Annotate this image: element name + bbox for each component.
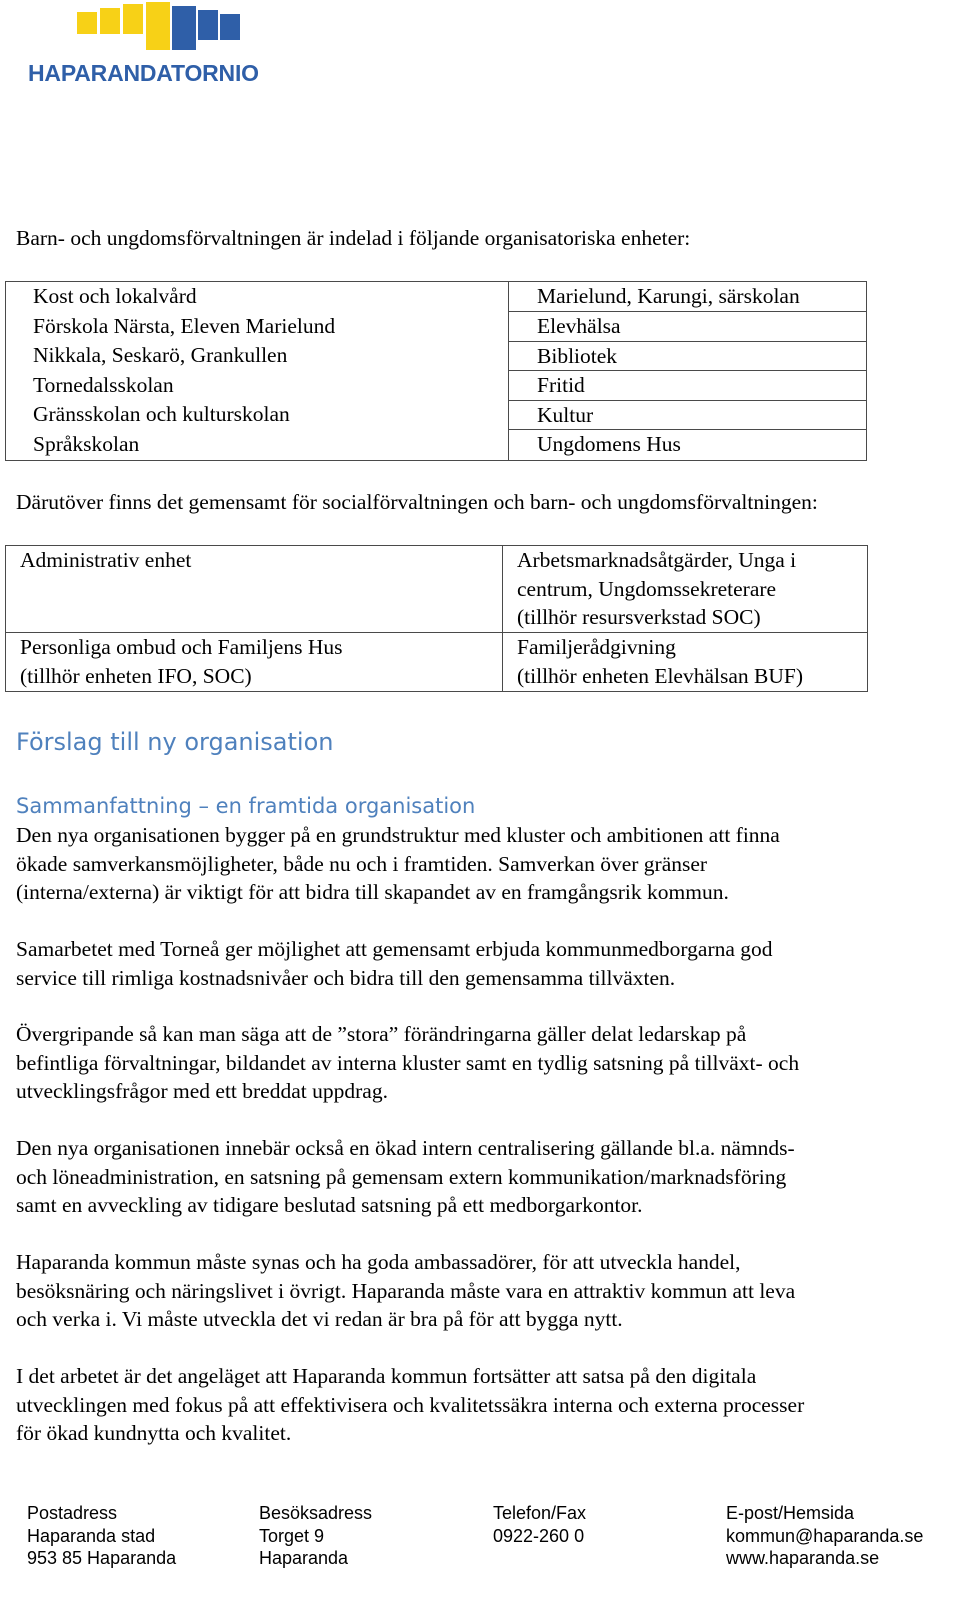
units-table	[5, 281, 867, 461]
paragraph-line: (interna/externa) är viktigt för att bidra till skapandet av en framgångsrik kommun.	[16, 880, 729, 905]
unit-item: Kost och lokalvård	[33, 284, 197, 308]
footer-value: Haparanda	[259, 1548, 349, 1568]
haparandatornio-logo	[22, 0, 302, 90]
paragraph	[16, 1134, 795, 1220]
units-table-left-cell	[6, 282, 509, 461]
paragraph	[16, 1020, 799, 1106]
unit-item: Språkskolan	[33, 431, 140, 456]
paragraph-line: I det arbetet är det angeläget att Haparanda kommun fortsätter att satsa på den digitala	[16, 1364, 757, 1388]
logo-mark-icon	[22, 0, 262, 58]
footer-label: Postadress	[27, 1503, 118, 1523]
paragraph	[16, 1248, 795, 1334]
paragraph-line: utvecklingsfrågor med ett breddat uppdrag.	[16, 1079, 388, 1104]
paragraph-line: och löneadministration, en satsning på gemensam extern kommunikation/marknadsföring	[16, 1164, 787, 1189]
logo-text: HAPARANDATORNIO	[28, 60, 259, 86]
footer-value: Haparanda stad	[27, 1525, 156, 1546]
footer-label: Besöksadress	[259, 1503, 373, 1523]
paragraph-line: för ökad kundnytta och kvalitet.	[16, 1421, 292, 1446]
footer-label: Telefon/Fax	[493, 1503, 587, 1523]
paragraph-line: utvecklingen med fokus på att effektivisera och kvalitetssäkra interna och externa processer	[16, 1392, 805, 1417]
paragraph-line: Haparanda kommun måste synas och ha goda ambassadörer, för att utveckla handel,	[16, 1250, 741, 1274]
paragraph-line: Samarbetet med Torneå ger möjlighet att gemensamt erbjuda kommunmedborgarna god	[16, 937, 773, 961]
footer-value: Torget 9	[259, 1525, 325, 1546]
footer-email-link[interactable]: kommun@haparanda.se	[726, 1525, 924, 1546]
footer-label: E-post/Hemsida	[726, 1503, 855, 1523]
paragraph-line: Övergripande så kan man säga att de ”stora” förändringarna gäller delat ledarskap på	[16, 1022, 747, 1046]
shared-cell	[503, 546, 868, 633]
paragraph-line: befintliga förvaltningar, bildandet av interna kluster samt en tydlig satsning på tillväxt- och	[16, 1050, 800, 1075]
unit-item: Fritid	[509, 371, 866, 401]
section-heading: Förslag till ny organisation	[16, 728, 334, 756]
unit-item: Bibliotek	[509, 341, 866, 371]
unit-item: Elevhälsa	[509, 312, 866, 342]
shared-cell	[6, 633, 503, 691]
paragraph	[16, 1362, 804, 1448]
unit-item: Gränsskolan och kulturskolan	[33, 402, 290, 427]
paragraph-line: samt en avveckling av tidigare beslutad satsning på ett medborgarkontor.	[16, 1193, 643, 1218]
shared-cell-line: Familjerådgivning	[517, 635, 676, 660]
unit-item: Ungdomens Hus	[537, 432, 681, 457]
paragraph-line: Den nya organisationen innebär också en ökad intern centralisering gällande bl.a. nämnds-	[16, 1136, 795, 1160]
shared-cell-line: Personliga ombud och Familjens Hus	[20, 635, 343, 660]
units-table-right-cell	[509, 282, 867, 461]
shared-cell	[6, 546, 503, 633]
unit-item: Kultur	[509, 400, 866, 430]
footer-value: 953 85 Haparanda	[27, 1548, 177, 1568]
paragraph-line: och verka i. Vi måste utveckla det vi redan är bra på för att bygga nytt.	[16, 1307, 623, 1332]
shared-cell-line: (tillhör resursverkstad SOC)	[517, 605, 761, 630]
shared-units-table	[5, 545, 868, 692]
paragraph-line: service till rimliga kostnadsnivåer och bidra till den gemensamma tillväxten.	[16, 965, 676, 990]
shared-cell-line: (tillhör enheten IFO, SOC)	[20, 663, 252, 688]
paragraph-line: Den nya organisationen bygger på en grundstruktur med kluster och ambitionen att finna	[16, 823, 780, 847]
unit-item: Nikkala, Seskarö, Grankullen	[33, 343, 288, 368]
footer-visit-address	[259, 1502, 372, 1570]
paragraph-line: besöksnäring och näringslivet i övrigt. Haparanda måste vara en attraktiv kommun att leva	[16, 1278, 796, 1303]
unit-item: Tornedalsskolan	[33, 372, 174, 397]
footer-website-link[interactable]: www.haparanda.se	[726, 1548, 880, 1568]
footer-phone	[493, 1502, 586, 1547]
shared-cell-line: (tillhör enheten Elevhälsan BUF)	[517, 663, 803, 688]
shared-intro-text: Därutöver finns det gemensamt för socialförvaltningen och barn- och ungdomsförvaltningen:	[16, 490, 818, 514]
footer-web	[726, 1502, 923, 1570]
footer-phone-number[interactable]: 0922-260 0	[493, 1525, 585, 1546]
footer-postal-address	[27, 1502, 176, 1570]
subsection-heading: Sammanfattning – en framtida organisation	[16, 794, 476, 818]
shared-cell-text: Administrativ enhet	[20, 548, 192, 572]
unit-item: Förskola Närsta, Eleven Marielund	[33, 313, 336, 338]
shared-cell-line: Arbetsmarknadsåtgärder, Unga i	[517, 548, 797, 572]
shared-cell-line: centrum, Ungdomssekreterare	[517, 576, 777, 601]
paragraph-line: ökade samverkansmöjligheter, både nu och i framtiden. Samverkan över gränser	[16, 851, 708, 876]
shared-cell	[503, 633, 868, 691]
paragraph	[16, 821, 780, 907]
paragraph	[16, 935, 773, 992]
intro-text: Barn- och ungdomsförvaltningen är indelad i följande organisatoriska enheter:	[16, 226, 691, 250]
unit-item: Marielund, Karungi, särskolan	[509, 282, 866, 312]
